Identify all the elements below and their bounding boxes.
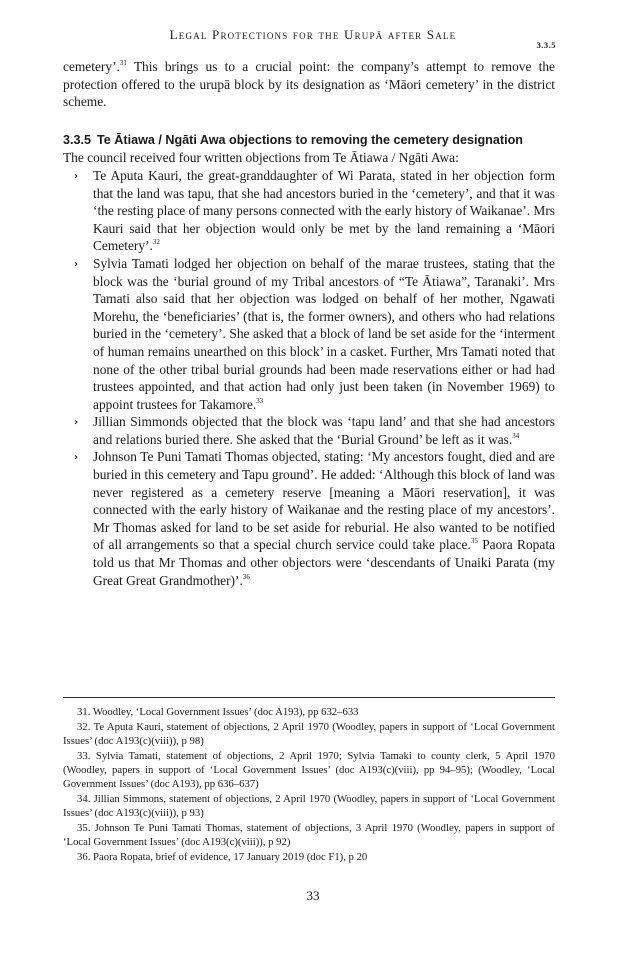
footnote-number: 33.	[77, 750, 91, 762]
list-item-text-cont: Paora Ropata told us that Mr Thomas and other objectors were ‘descendants of Unaiki Parata (my Great Great Grandmother)’.	[93, 537, 555, 588]
section-heading-number: 3.3.5	[63, 132, 92, 147]
footnote-ref-34[interactable]: 34	[512, 431, 520, 440]
intro-paragraph	[63, 58, 555, 111]
chevron-right-icon: ›	[74, 258, 79, 270]
section-number: 3.3.5	[536, 40, 556, 50]
chevron-right-icon: ›	[74, 452, 79, 464]
list-item-text: Te Aputa Kauri, the great-granddaughter of Wi Parata, stated in her objection form that the land was tapu, that she had ancestors buried in the ‘cemetery’, and that it was ‘the resting place of many persons connected with the early history of Waikanae’. Mrs Kauri said that her objection would only be met by the land remaining a ‘Māori Cemetery’.	[93, 167, 555, 254]
footnote-35	[63, 821, 555, 849]
footnote-number: 32.	[77, 721, 91, 733]
intro-text-cont: This brings us to a crucial point: the company’s attempt to remove the protection offered to the urupā block by its designation as ‘Māori cemetery’ in the district scheme.	[63, 59, 555, 110]
list-item-text: Jillian Simmonds objected that the block was ‘tapu land’ and that she had ancestors and relations buried there. She asked that the ‘Burial Ground’ be left as it was.	[93, 414, 555, 447]
footnotes	[63, 705, 555, 865]
list-item-text: Johnson Te Puni Tamati Thomas objected, stating: ‘My ancestors fought, died and are buried in this cemetery and Tapu ground’. He added: ‘Although this block of land was never registered as a cemetery reserve [meaning a Māori reservation], it was connected with the early history of Waikanae and the resting place of my ancestors’. Mr Thomas asked for land to be set aside for reburial. He also wanted to be notified of all arrangements so that a special church service could take place.	[93, 449, 555, 553]
list-item	[74, 413, 555, 448]
footnote-text: Sylvia Tamati, statement of objections, 2 April 1970; Sylvia Tamaki to county clerk, 5 April 1970 (Woodley, papers in support of ‘Local Government Issues’ (doc A193(c)(viii), pp 94–95); (Woodley, ‘Local Government Issues’ (doc A193), pp 636–637)	[63, 750, 555, 790]
footnote-36	[63, 850, 555, 864]
list-item-text: Sylvia Tamati lodged her objection on behalf of the marae trustees, stating that the block was the ‘burial ground of my Tribal ancestors of “Te Ātiawa”, Taranaki’. Mrs Tamati also said that her objection was lodged on behalf of her mother, Ngawati Morehu, the ‘beneficiaries’ (that is, the former owners), and others who had relations buried in the ‘cemetery’. She asked that a block of land be set aside for the ‘interment of human remains unearthed on this block’ in a casket. Further, Mrs Tamati noted that none of the other tribal burial grounds had been made reservations either or had had trustees appointed, and that action had only just been taken (in November 1969) to appoint trustees for Takamore.	[93, 255, 555, 412]
list-item	[74, 255, 555, 413]
list-item	[74, 448, 555, 589]
footnote-text: Woodley, ‘Local Government Issues’ (doc A193), pp 632–633	[92, 706, 359, 718]
footnote-divider	[63, 697, 555, 698]
footnote-text: Johnson Te Puni Tamati Thomas, statement of objections, 3 April 1970 (Woodley, papers in support of ‘Local Government Issues’ (doc A193(c)(viii)), p 92)	[63, 822, 555, 848]
chevron-right-icon: ›	[74, 170, 79, 182]
section-heading	[63, 132, 555, 150]
footnote-ref-33[interactable]: 33	[256, 396, 264, 405]
footnote-number: 36.	[77, 851, 91, 863]
footnote-ref-36[interactable]: 36	[242, 572, 250, 581]
footnote-ref-35[interactable]: 35	[470, 537, 478, 546]
footnote-32	[63, 720, 555, 748]
objection-list	[63, 167, 555, 589]
lead-paragraph: The council received four written objections from Te Ātiawa / Ngāti Awa:	[63, 150, 459, 166]
footnote-text: Jillian Simmons, statement of objections, 2 April 1970 (Woodley, papers in support of ‘Local Government Issues’ (doc A193(c)(viii)), p 93)	[63, 793, 555, 819]
chevron-right-icon: ›	[74, 417, 79, 429]
footnote-34	[63, 792, 555, 820]
section-heading-title: Te Ātiawa / Ngāti Awa objections to removing the cemetery designation	[97, 132, 523, 147]
footnote-ref-32[interactable]: 32	[152, 238, 160, 247]
footnote-number: 31.	[77, 706, 91, 718]
footnote-number: 34.	[77, 793, 91, 805]
main-text	[63, 58, 555, 589]
list-item	[74, 167, 555, 255]
footnote-number: 35.	[77, 822, 91, 834]
footnote-33	[63, 749, 555, 791]
running-head: Legal Protections for the Urupā after Sale	[169, 27, 457, 42]
footnote-31	[63, 705, 555, 719]
footnote-ref-31[interactable]: 31	[119, 59, 127, 67]
footnote-text: Te Aputa Kauri, statement of objections, 2 April 1970 (Woodley, papers in support of ‘Local Government Issues’ (doc A193(c)(viii)), p 98)	[63, 721, 555, 747]
intro-text: cemetery’.	[63, 59, 120, 74]
page-number: 33	[306, 888, 320, 903]
footnote-text: Paora Ropata, brief of evidence, 17 January 2019 (doc F1), p 20	[93, 851, 368, 863]
